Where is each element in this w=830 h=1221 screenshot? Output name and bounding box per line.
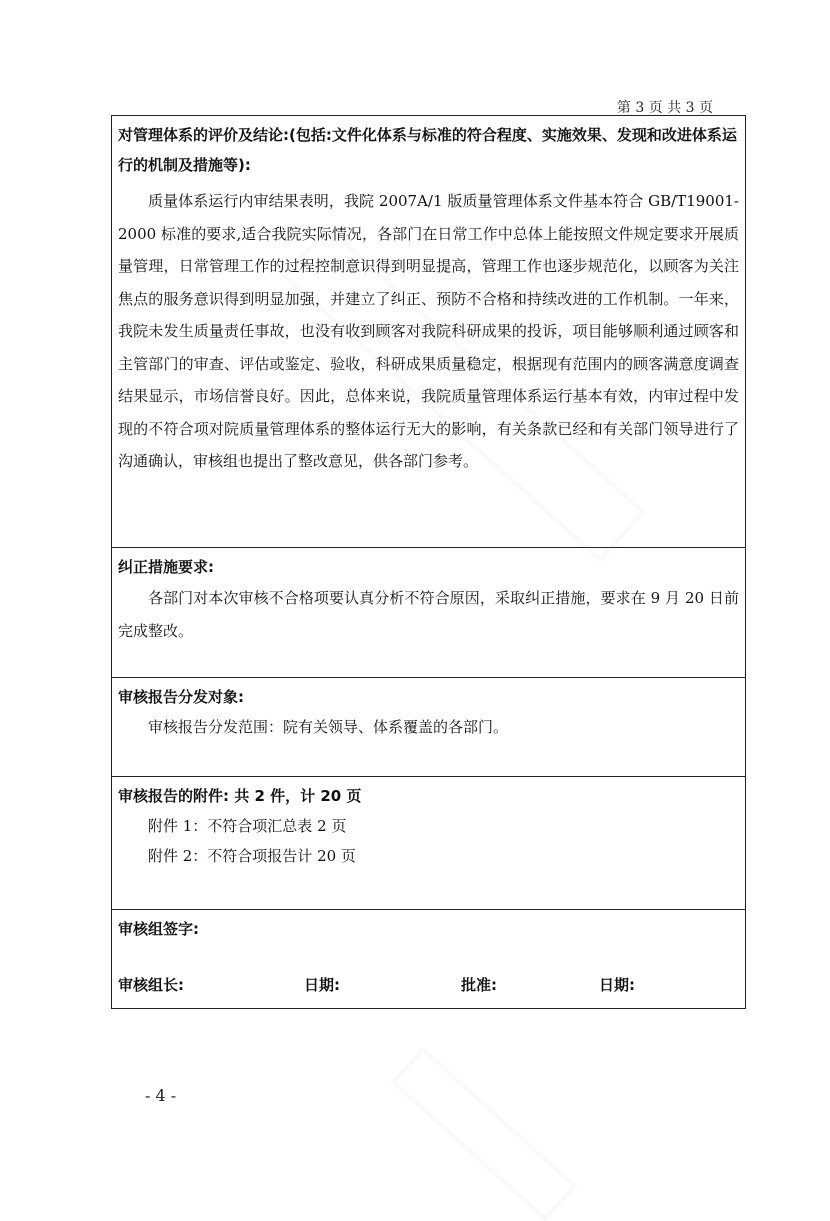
attachments-section: [112, 777, 745, 910]
distribution-title: 审核报告分发对象:: [118, 688, 244, 706]
corrective-body: 各部门对本次审核不合格项要认真分析不符合原因，采取纠正措施，要求在 9 月 20 日前完成整改。: [118, 589, 739, 640]
watermark-shape-bottom: [391, 1047, 578, 1221]
attachments-title: 审核报告的附件: 共 2 件，计 20 页: [118, 787, 362, 805]
distribution-section: [112, 678, 745, 777]
page-number: - 4 -: [145, 1086, 177, 1105]
corrective-title: 纠正措施要求:: [118, 558, 214, 576]
leader-label: 审核组长:: [118, 976, 184, 994]
evaluation-title: 对管理体系的评价及结论:(包括:文件化体系与标准的符合程度、实施效果、发现和改进体系运行的机制及措施等):: [118, 126, 737, 174]
attachment-item-1: 附件 1：不符合项汇总表 2 页: [148, 817, 347, 835]
attachment-item-2: 附件 2：不符合项报告计 20 页: [148, 847, 356, 865]
page-header-info: 第 3 页 共 3 页: [616, 100, 713, 116]
distribution-body: 审核报告分发范围：院有关领导、体系覆盖的各部门。: [148, 718, 509, 736]
signature-row: [118, 974, 738, 995]
audit-report-table: [111, 115, 746, 1009]
signature-title: 审核组签字:: [118, 920, 199, 938]
evaluation-body: 质量体系运行内审结果表明，我院 2007A/1 版质量管理体系文件基本符合 GB/T19001-2000 标准的要求,适合我院实际情况，各部门在日常工作中总体上能按照文件规定要求开展质量管理，日常管理工作的过程控制意识得到明显提高，管理工作也逐步规范化，以顾客为关注焦点的服务意识得到明显加强，并建立了纠正、预防不合格和持续改进的工作机制。一年来，我院未发生质量责任事故，也没有收到顾客对我院科研成果的投诉，项目能够顺利通过顾客和主管部门的审查、评估或鉴定、验收，科研成果质量稳定，根据现有范围内的顾客满意度调查结果显示，市场信誉良好。因此，总体来说，我院质量管理体系运行基本有效，内审过程中发现的不符合项对院质量管理体系的整体运行无大的影响，有关条款已经和有关部门领导进行了沟通确认，审核组也提出了整改意见，供各部门参考。: [118, 192, 739, 470]
approve-label: 批准:: [461, 976, 497, 994]
evaluation-section: [112, 116, 745, 548]
date-label-2: 日期:: [599, 976, 635, 994]
corrective-section: [112, 548, 745, 678]
signature-section: [112, 910, 745, 1008]
date-label-1: 日期:: [304, 976, 340, 994]
